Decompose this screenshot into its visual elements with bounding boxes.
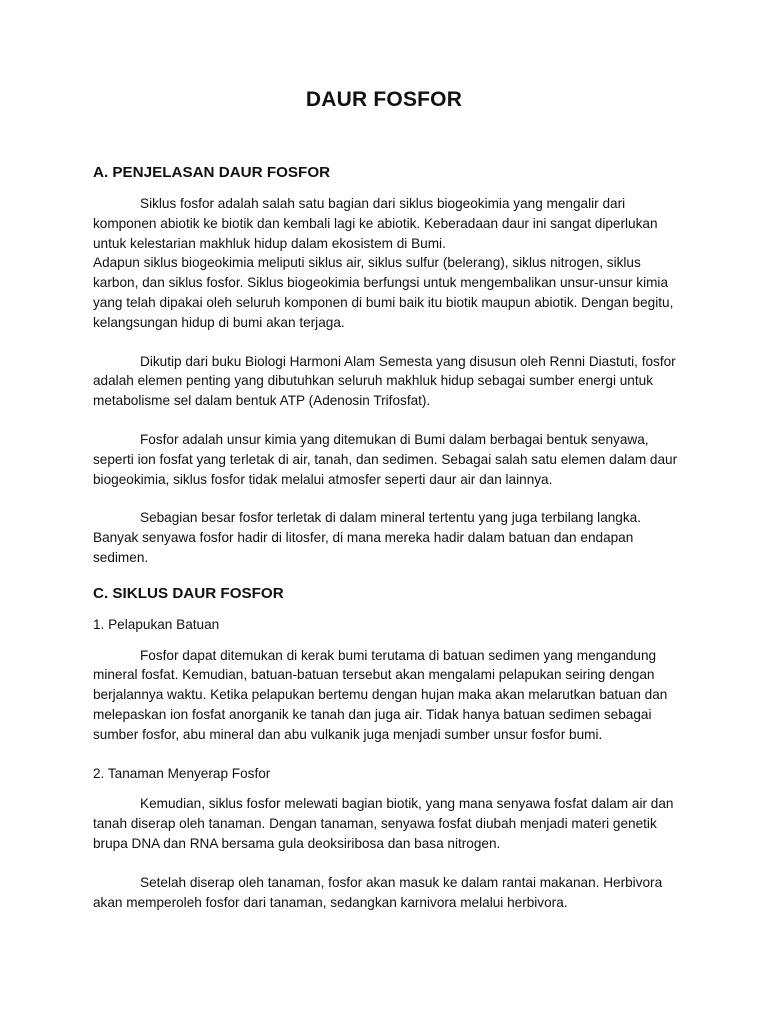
document-title: DAUR FOSFOR xyxy=(305,88,463,111)
step-1-heading: 1. Pelapukan Batuan xyxy=(93,616,220,632)
section-a-heading: A. PENJELASAN DAUR FOSFOR xyxy=(93,164,331,181)
section-a-paragraph-2: Dikutip dari buku Biologi Harmoni Alam Semesta yang disusun oleh Renni Diastuti, fosfor adalah elemen penting yang dibutuhkan seluruh makhluk hidup sebagai sumber energi untuk metabolisme sel dalam bentuk ATP (Adenosin Trifosfat). xyxy=(93,353,676,409)
section-a-paragraph-1a: Siklus fosfor adalah salah satu bagian dari siklus biogeokimia yang mengalir dari komponen abiotik ke biotik dan kembali lagi ke abiotik. Keberadaan daur ini sangat diperlukan untuk kelestarian makhluk hidup dalam ekosistem di Bumi. xyxy=(93,196,658,251)
section-a-paragraph-4: Sebagian besar fosfor terletak di dalam mineral tertentu yang juga terbilang langka. Banyak senyawa fosfor hadir di litosfer, di mana mereka hadir dalam batuan dan endapan sedimen. xyxy=(93,510,642,565)
section-c-heading: C. SIKLUS DAUR FOSFOR xyxy=(93,584,284,602)
section-a-paragraph-3: Fosfor adalah unsur kimia yang ditemukan di Bumi dalam berbagai bentuk senyawa, seperti ion fosfat yang terletak di air, tanah, dan sedimen. Sebagai salah satu elemen dalam daur biogeokimia, siklus fosfor tidak melalui atmosfer seperti daur air dan lainnya. xyxy=(93,431,678,487)
step-1-paragraph: Fosfor dapat ditemukan di kerak bumi terutama di batuan sedimen yang mengandung mineral fosfat. Kemudian, batuan-batuan tersebut akan mengalami pelapukan seiring dengan berjalannya waktu. Ketika pelapukan bertemu dengan hujan maka akan melarutkan batuan dan melepaskan ion fosfat anorganik ke tanah dan juga air. Tidak hanya batuan sedimen sebagai sumber fosfor, abu mineral dan abu vulkanik juga menjadi sumber unsur fosfor bumi. xyxy=(93,647,668,742)
step-2-paragraph-2: Setelah diserap oleh tanaman, fosfor akan masuk ke dalam rantai makanan. Herbivora akan memperoleh fosfor dari tanaman, sedangkan karnivora melalui herbivora. xyxy=(93,874,663,910)
step-2-heading: 2. Tanaman Menyerap Fosfor xyxy=(93,765,271,781)
section-a-paragraph-1b: Adapun siklus biogeokimia meliputi siklus air, siklus sulfur (belerang), siklus nitrogen, siklus karbon, dan siklus fosfor. Siklus biogeokimia berfungsi untuk mengembalikan unsur-unsur kimia yang telah dipakai oleh seluruh komponen di bumi baik itu biotik maupun abiotik. Dengan begitu, kelangsungan hidup di bumi akan terjaga. xyxy=(93,255,674,330)
step-2-paragraph-1: Kemudian, siklus fosfor melewati bagian biotik, yang mana senyawa fosfat dalam air dan tanah diserap oleh tanaman. Dengan tanaman, senyawa fosfat diubah menjadi materi genetik brupa DNA dan RNA bersama gula deoksiribosa dan basa nitrogen. xyxy=(93,796,674,851)
document-body xyxy=(93,163,678,912)
